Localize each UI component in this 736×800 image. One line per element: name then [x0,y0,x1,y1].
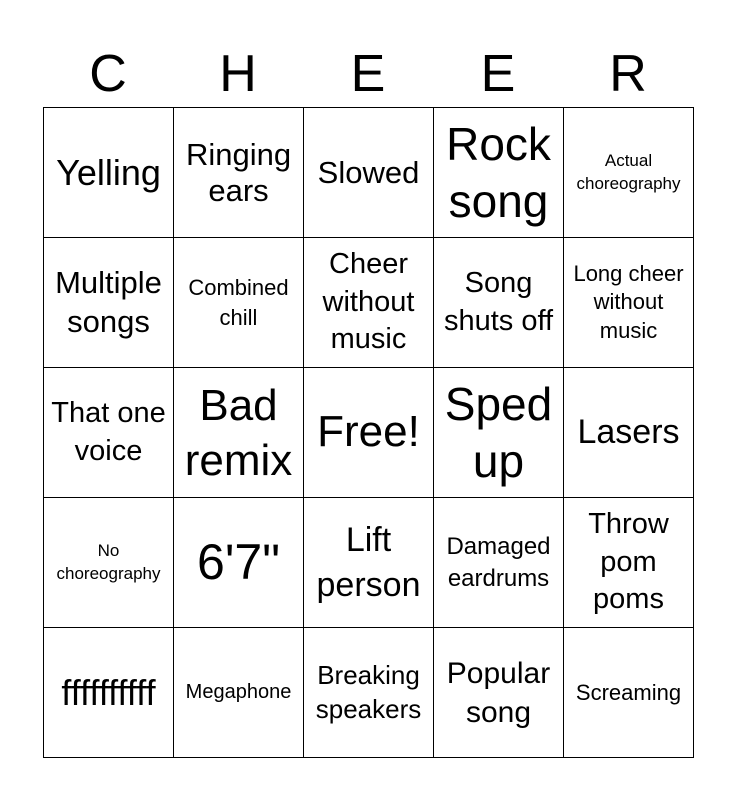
cell-label: Sped up [444,378,553,487]
bingo-cell[interactable] [434,498,564,628]
cell-label: 6'7" [197,533,280,590]
cell-label: Multiple songs [55,264,162,339]
cell-label: Lift person [316,521,421,604]
bingo-cell[interactable] [44,498,174,628]
cell-label: Actual choreography [576,150,681,193]
board-row [44,238,694,368]
board-row [44,108,694,238]
bingo-cell[interactable] [564,628,694,758]
board-row [44,368,694,498]
bingo-cell[interactable] [564,108,694,238]
bingo-cell[interactable] [44,108,174,238]
cell-label: Cheer without music [322,247,415,356]
cell-label: Ringing ears [185,136,292,208]
header-letter-e1: E [350,45,386,103]
header-letter-e2: E [480,45,516,103]
bingo-cell[interactable] [434,628,564,758]
bingo-header [43,40,693,108]
cell-label: Free! [317,407,420,457]
bingo-cell[interactable] [44,368,174,498]
cell-label: Lasers [577,412,680,451]
bingo-cell[interactable] [174,628,304,758]
bingo-cell[interactable] [174,108,304,238]
cell-label: Bad remix [184,380,293,485]
cell-label: Combined chill [188,274,289,330]
bingo-cell[interactable] [564,368,694,498]
cell-label: ffffffffff [61,671,156,713]
bingo-cell[interactable] [44,628,174,758]
bingo-board [43,107,694,758]
bingo-cell[interactable] [174,368,304,498]
bingo-cell[interactable] [564,498,694,628]
bingo-cell[interactable] [174,498,304,628]
bingo-cell[interactable] [564,238,694,368]
bingo-cell[interactable] [304,108,434,238]
bingo-cell[interactable] [434,108,564,238]
cell-label: Megaphone [185,681,292,703]
cell-label: Yelling [56,151,161,193]
cell-label: Damaged eardrums [446,533,551,592]
bingo-cell[interactable] [434,238,564,368]
bingo-cell[interactable] [304,498,434,628]
bingo-cell[interactable] [434,368,564,498]
cell-label: Song shuts off [443,266,554,337]
bingo-cell[interactable] [304,238,434,368]
board-row [44,628,694,758]
bingo-cell[interactable] [304,628,434,758]
cell-label: Rock song [446,118,551,227]
cell-label: Breaking speakers [315,659,422,724]
bingo-cell[interactable] [304,368,434,498]
header-letter-c: C [89,45,127,103]
cell-label: Slowed [317,154,420,190]
cell-label: Throw pom poms [588,507,669,616]
header-letter-r: R [609,45,647,103]
cell-label: Popular song [446,656,551,729]
board-row [44,498,694,628]
cell-label: No choreography [56,541,161,583]
cell-label: Long cheer without music [573,260,684,343]
cell-label: That one voice [51,396,166,467]
cell-label: Screaming [575,679,682,705]
bingo-cell[interactable] [174,238,304,368]
bingo-cell[interactable] [44,238,174,368]
header-letter-h: H [219,45,257,103]
